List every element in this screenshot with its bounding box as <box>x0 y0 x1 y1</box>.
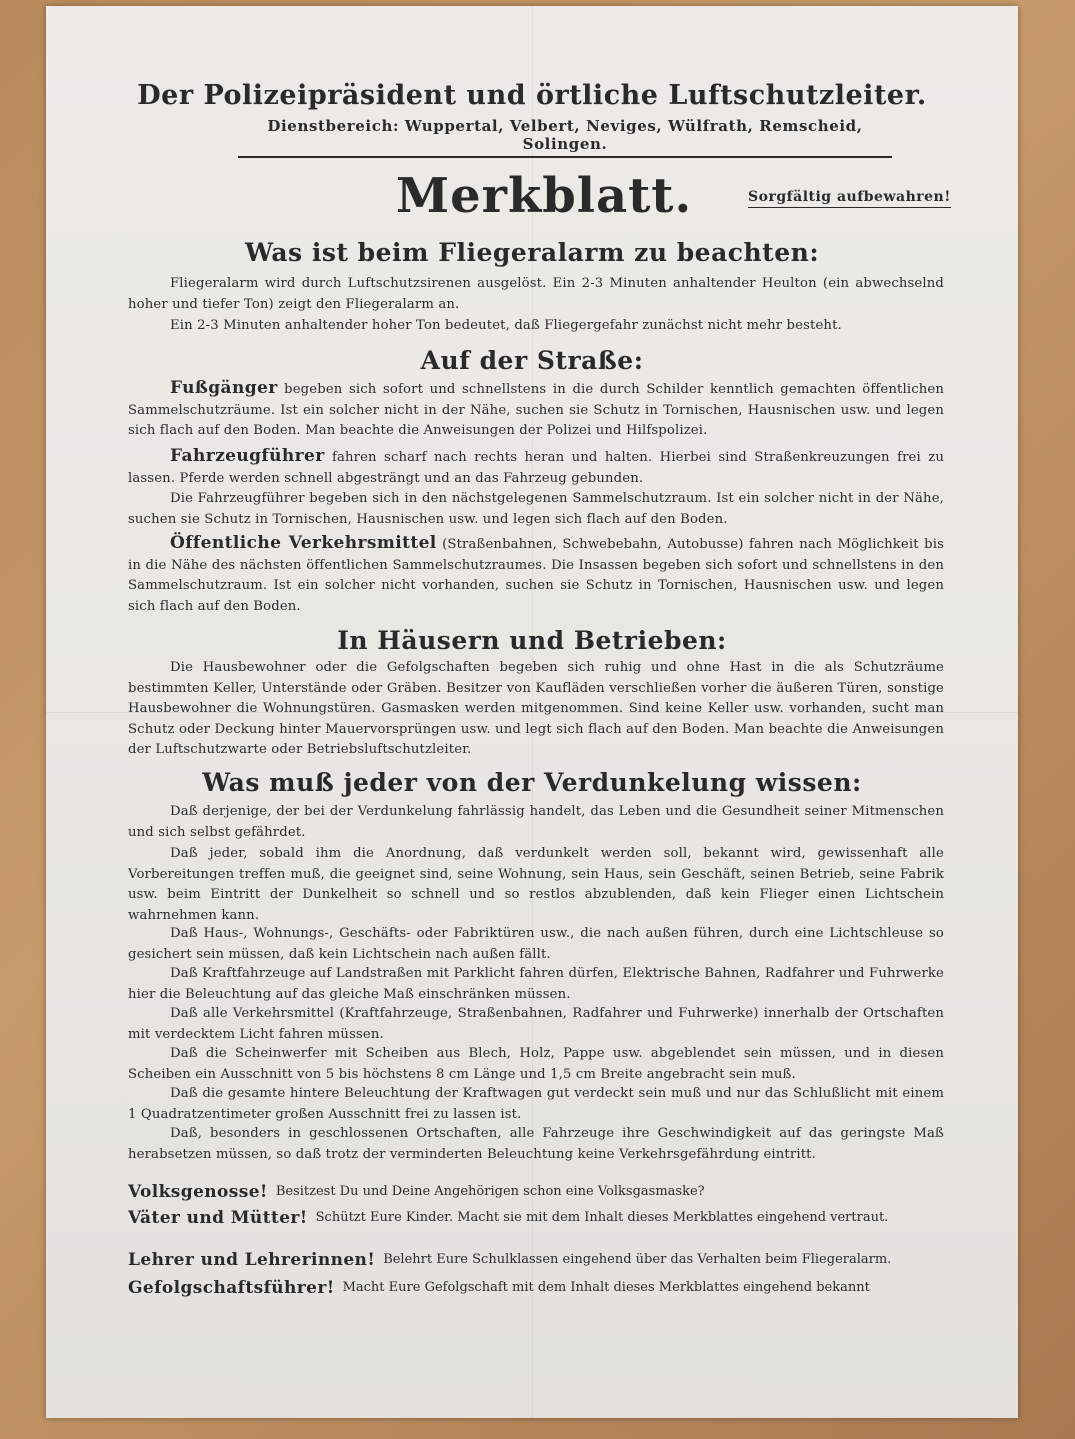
appeal-text: Schützt Eure Kinder. Macht sie mit dem Inhalt dieses Merkblattes eingehend vertraut. <box>315 1210 889 1225</box>
keep-note: Sorgfältig aufbewahren! <box>748 189 951 208</box>
blackout-item: Daß Haus-, Wohnungs-, Geschäfts- oder Fabriktüren usw., die nach außen führen, durch eine Lichtschleuse so gesichert sein müssen, daß kein Lichtschein nach außen fällt. <box>128 926 944 962</box>
document-title: Merkblatt. <box>396 168 693 224</box>
paragraph-drivers <box>128 446 944 489</box>
blackout-item: Daß derjenige, der bei der Verdunkelung fahrlässig handelt, das Leben und die Gesundheit seiner Mitmenschen und sich selbst gefährdet. <box>128 804 944 840</box>
text-public-transport: (Straßenbahnen, Schwebebahn, Autobusse) fahren nach Möglichkeit bis in die Nähe des nächsten öffentlichen Sammelschutzraumes. Die Insassen begeben sich sofort und schnellstens in den Sammelschutzraum. Ist ein solcher nicht vorhanden, suchen sie Schutz in Tornischen, Hausnischen usw. und legen sich flach auf den Boden. <box>128 537 944 614</box>
service-area: Dienstbereich: Wuppertal, Velbert, Neviges, Wülfrath, Remscheid, Solingen. <box>238 117 892 158</box>
appeal-text: Besitzest Du und Deine Angehörigen schon eine Volksgasmaske? <box>275 1184 705 1199</box>
lead-pedestrians: Fußgänger <box>170 378 278 398</box>
blackout-item: Daß Kraftfahrzeuge auf Landstraßen mit Parklicht fahren dürfen, Elektrische Bahnen, Radfahrer und Fuhrwerke hier die Beleuchtung auf das gleiche Maß einschränken müssen. <box>128 966 944 1002</box>
issuer-title: Der Polizeipräsident und örtliche Luftschutzleiter. <box>137 80 927 111</box>
blackout-item: Daß die Scheinwerfer mit Scheiben aus Blech, Holz, Pappe usw. abgeblendet sein müssen, und in diesen Scheiben ein Ausschnitt von 5 bis höchstens 8 cm Länge und 1,5 cm Breite angebracht sein muß. <box>128 1046 944 1082</box>
section-heading-air-raid: Was ist beim Fliegeralarm zu beachten: <box>244 238 820 267</box>
text-drivers: fahren scharf nach rechts heran und halten. Hierbei sind Straßenkreuzungen frei zu lassen. Pferde werden schnell abgesträngt und an das Fahrzeug gebunden. <box>128 450 944 486</box>
paragraph-houses: Die Hausbewohner oder die Gefolgschaften begeben sich ruhig und ohne Hast in die als Schutzräume bestimmten Keller, Unterstände oder Gräben. Besitzer von Kaufläden verschließen vorher die äußeren Türen, sonstige Hausbewohner die Wohnungstüren. Gasmasken werden mitgenommen. Sind keine Keller usw. vorhanden, sucht man Schutz oder Deckung hinter Mauervorsprüngen usw. und legt sich flach auf den Boden. Man beachte die Anweisungen der Luftschutzwarte oder Betriebsluftschutzleiter. <box>128 660 944 757</box>
appeal-lead: Gefolgschaftsführer! <box>128 1278 335 1298</box>
appeal-text: Belehrt Eure Schulklassen eingehend über das Verhalten beim Fliegeralarm. <box>383 1252 892 1267</box>
appeal-lead: Volksgenosse! <box>128 1182 268 1202</box>
blackout-item: Daß jeder, sobald ihm die Anordnung, daß verdunkelt werden soll, bekannt wird, gewissenhaft alle Vorbereitungen treffen muß, die geeignet sind, seine Wohnung, sein Haus, sein Geschäft, seinen Betrieb, seine Fabrik usw. beim Eintritt der Dunkelheit so schnell und so restlos abzublenden, daß kein Flieger einen Lichtschein wahrnehmen kann. <box>128 846 944 923</box>
blackout-item: Daß die gesamte hintere Beleuchtung der Kraftwagen gut verdeckt sein muß und nur das Schlußlicht mit einem 1 Quadratzentimeter großen Ausschnitt frei zu lassen ist. <box>128 1086 944 1122</box>
lead-public-transport: Öffentliche Verkehrsmittel <box>170 533 437 553</box>
text-pedestrians: begeben sich sofort und schnellstens in die durch Schilder kenntlich gemachten öffentlichen Sammelschutzräume. Ist ein solcher nicht in der Nähe, suchen sie Schutz in Tornischen, Hausnischen usw. und legen sich flach auf den Boden. Man beachte die Anweisungen der Polizei und Hilfspolizei. <box>128 382 944 438</box>
appeal-lead: Lehrer und Lehrerinnen! <box>128 1250 376 1270</box>
paragraph-drivers-2: Die Fahrzeugführer begeben sich in den nächstgelegenen Sammelschutzraum. Ist ein solcher nicht in der Nähe, suchen sie Schutz in Tornischen, Hausnischen usw. und legen sich flach auf den Boden. <box>128 491 944 527</box>
appeal-row <box>128 1280 948 1296</box>
appeal-row <box>128 1184 948 1200</box>
leaflet-sheet <box>46 6 1018 1418</box>
section-heading-houses: In Häusern und Betrieben: <box>337 626 727 655</box>
appeal-lead: Väter und Mütter! <box>128 1208 308 1228</box>
lead-drivers: Fahrzeugführer <box>170 446 325 466</box>
paragraph-public-transport <box>128 533 944 617</box>
section-heading-street: Auf der Straße: <box>420 346 644 375</box>
paragraph-alarm-signal: Fliegeralarm wird durch Luftschutzsirenen ausgelöst. Ein 2-3 Minuten anhaltender Heulton (ein abwechselnd hoher und tiefer Ton) zeigt den Fliegeralarm an. <box>128 276 944 312</box>
paragraph-pedestrians <box>128 378 944 442</box>
section-heading-blackout: Was muß jeder von der Verdunkelung wissen: <box>202 768 862 797</box>
appeal-row <box>128 1210 948 1226</box>
blackout-item: Daß alle Verkehrsmittel (Kraftfahrzeuge, Straßenbahnen, Radfahrer und Fuhrwerke) innerhalb der Ortschaften mit verdecktem Licht fahren müssen. <box>128 1006 944 1042</box>
appeal-text: Macht Eure Gefolgschaft mit dem Inhalt dieses Merkblattes eingehend bekannt <box>342 1280 870 1295</box>
blackout-item: Daß, besonders in geschlossenen Ortschaften, alle Fahrzeuge ihre Geschwindigkeit auf das geringste Maß herabsetzen müssen, so daß trotz der verminderten Beleuchtung keine Verkehrsgefährdung eintritt. <box>128 1126 944 1162</box>
appeal-row <box>128 1252 948 1268</box>
paragraph-all-clear: Ein 2-3 Minuten anhaltender hoher Ton bedeutet, daß Fliegergefahr zunächst nicht mehr besteht. <box>170 318 842 333</box>
